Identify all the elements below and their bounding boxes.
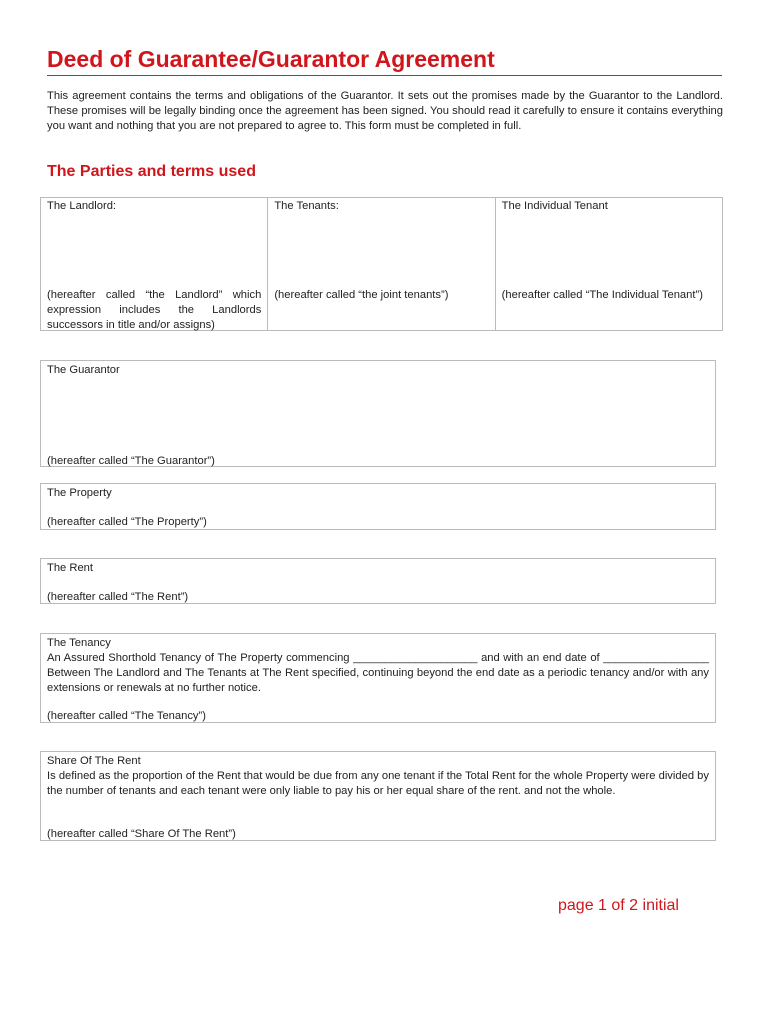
individual-tenant-note: (hereafter called “The Individual Tenant”)	[501, 289, 703, 301]
tenancy-box[interactable]	[40, 633, 716, 723]
document-title: Deed of Guarantee/Guarantor Agreement	[47, 44, 722, 76]
landlord-cell[interactable]	[41, 198, 268, 330]
property-note: (hereafter called “The Property”)	[47, 516, 207, 528]
individual-tenant-label: The Individual Tenant	[501, 200, 608, 212]
intro-paragraph: This agreement contains the terms and obligations of the Guarantor. It sets out the promises made by the Guarantor to the Landlord. These promises will be legally binding once the agreement has been signed. You should read it carefully to ensure it contains everything you want and nothing that you are not prepared to agree to. This form must be completed in full.	[47, 90, 723, 132]
guarantor-label: The Guarantor	[47, 364, 120, 376]
property-label: The Property	[47, 487, 112, 499]
tenants-note: (hereafter called “the joint tenants”)	[274, 289, 449, 301]
tenancy-note: (hereafter called “The Tenancy”)	[47, 710, 206, 722]
parties-heading: The Parties and terms used	[47, 163, 256, 180]
rent-note: (hereafter called “The Rent”)	[47, 591, 189, 603]
landlord-note: (hereafter called “the Landlord” which expression includes the Landlords successors in title and/or assigns)	[47, 289, 262, 331]
tenants-label: The Tenants:	[274, 200, 339, 212]
property-box[interactable]	[40, 483, 716, 530]
individual-tenant-cell[interactable]	[496, 198, 722, 330]
share-of-rent-note: (hereafter called “Share Of The Rent”)	[47, 828, 236, 840]
share-of-rent-label: Share Of The Rent	[47, 755, 141, 767]
share-of-rent-text: Is defined as the proportion of the Rent that would be due from any one tenant if the Total Rent for the whole Property were divided by the number of tenants and each tenant were only liable to pay his or her equal share of the rent. and not the whole.	[47, 770, 709, 797]
tenancy-text: An Assured Shorthold Tenancy of The Property commencing ____________________ and with an end date of _________________ Between The Landlord and The Tenants at The Rent specified, continuing beyond the end date as a periodic tenancy and/or with any extensions or renewals at no further notice.	[47, 652, 709, 694]
guarantor-box[interactable]	[40, 360, 716, 467]
tenancy-label: The Tenancy	[47, 637, 111, 649]
parties-table	[40, 197, 723, 331]
share-of-rent-box[interactable]	[40, 751, 716, 841]
landlord-label: The Landlord:	[47, 200, 117, 212]
rent-box[interactable]	[40, 558, 716, 604]
page-footer: page 1 of 2 initial	[558, 897, 679, 914]
rent-label: The Rent	[47, 562, 94, 574]
guarantor-note: (hereafter called “The Guarantor”)	[47, 455, 215, 467]
tenants-cell[interactable]	[268, 198, 495, 330]
